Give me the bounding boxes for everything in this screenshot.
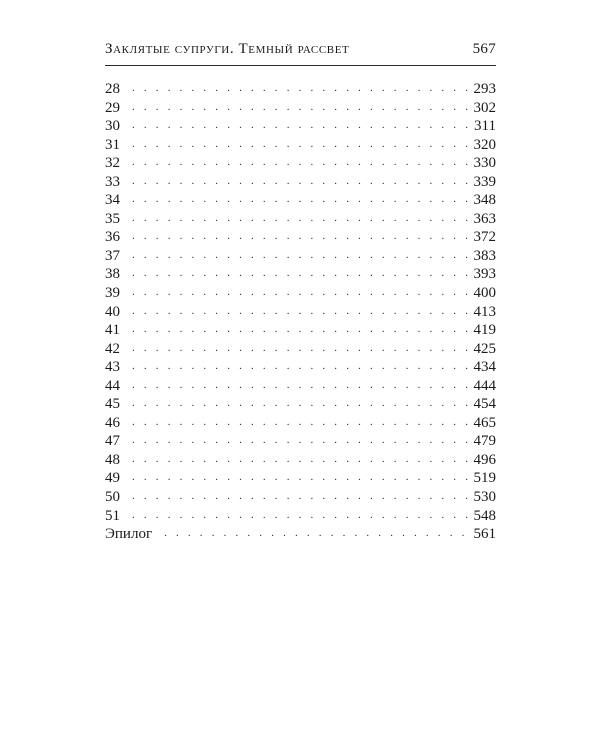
toc-entry-label: 50 (105, 489, 120, 506)
dot-leader (132, 450, 468, 469)
dot-leader (132, 283, 468, 302)
toc-entry-label: 42 (105, 340, 120, 357)
running-head (105, 41, 496, 63)
toc-entry-page: 530 (473, 489, 496, 506)
toc-entry[interactable] (105, 191, 496, 210)
dot-leader (132, 431, 468, 450)
toc-entry-page: 465 (473, 414, 496, 431)
dot-leader (132, 209, 468, 228)
dot-leader (132, 506, 468, 525)
table-of-contents (105, 80, 496, 544)
toc-entry-label: 49 (105, 470, 120, 487)
dot-leader (132, 264, 468, 283)
toc-entry-label: 46 (105, 414, 120, 431)
toc-entry[interactable] (105, 210, 496, 229)
toc-entry-label: 33 (105, 173, 120, 190)
dot-leader (132, 339, 468, 358)
toc-entry[interactable] (105, 321, 496, 340)
toc-entry[interactable] (105, 340, 496, 359)
toc-entry[interactable] (105, 136, 496, 155)
toc-entry-label: 28 (105, 81, 120, 97)
toc-entry[interactable] (105, 247, 496, 266)
toc-entry[interactable] (105, 154, 496, 173)
dot-leader (132, 394, 468, 413)
toc-entry-page: 293 (473, 81, 496, 97)
toc-entry[interactable] (105, 117, 496, 136)
toc-entry-page: 454 (473, 396, 496, 413)
toc-entry-label: 32 (105, 155, 120, 172)
toc-entry-label: 47 (105, 433, 120, 450)
toc-entry-label: 51 (105, 507, 120, 524)
toc-entry[interactable] (105, 99, 496, 118)
dot-leader (164, 524, 467, 543)
toc-entry-page: 400 (473, 285, 496, 302)
toc-entry[interactable] (105, 228, 496, 247)
toc-entry-label: 31 (105, 136, 120, 153)
toc-entry-page: 548 (473, 507, 496, 524)
toc-entry-page: 496 (473, 451, 496, 468)
dot-leader (132, 468, 468, 487)
toc-entry-page: 311 (474, 118, 496, 135)
dot-leader (132, 357, 468, 376)
toc-entry-label: 43 (105, 359, 120, 376)
toc-entry[interactable] (105, 284, 496, 303)
toc-entry-page: 479 (473, 433, 496, 450)
toc-entry-label: 48 (105, 451, 120, 468)
dot-leader (132, 172, 468, 191)
toc-entry-label: 34 (105, 192, 120, 209)
toc-entry[interactable] (105, 469, 496, 488)
toc-entry-label: 41 (105, 322, 120, 339)
toc-entry-page: 425 (473, 340, 496, 357)
dot-leader (132, 98, 468, 117)
dot-leader (132, 376, 468, 395)
toc-entry-label: 44 (105, 377, 120, 394)
dot-leader (132, 190, 468, 209)
header-rule (105, 65, 496, 66)
toc-entry[interactable] (105, 377, 496, 396)
toc-entry[interactable] (105, 507, 496, 526)
dot-leader (132, 116, 468, 135)
dot-leader (132, 487, 468, 506)
toc-entry-label: 40 (105, 303, 120, 320)
toc-entry-label: 45 (105, 396, 120, 413)
page-number: 567 (472, 41, 496, 57)
toc-entry-page: 363 (473, 210, 496, 227)
toc-entry-page: 413 (473, 303, 496, 320)
dot-leader (132, 302, 468, 321)
toc-entry-label: 29 (105, 99, 120, 116)
toc-entry-label: Эпилог (105, 526, 153, 543)
toc-entry-page: 339 (473, 173, 496, 190)
toc-entry-page: 372 (473, 229, 496, 246)
running-title: Заклятые супруги. Темный рассвет (105, 41, 350, 57)
toc-entry[interactable] (105, 414, 496, 433)
dot-leader (132, 413, 468, 432)
toc-entry-label: 38 (105, 266, 120, 283)
dot-leader (132, 227, 468, 246)
toc-entry-page: 348 (473, 192, 496, 209)
toc-entry-label: 39 (105, 285, 120, 302)
toc-entry-page: 330 (473, 155, 496, 172)
dot-leader (132, 153, 468, 172)
toc-entry[interactable] (105, 451, 496, 470)
dot-leader (132, 79, 468, 98)
toc-entry-page: 561 (473, 526, 496, 543)
toc-entry-page: 302 (473, 99, 496, 116)
toc-entry-page: 434 (473, 359, 496, 376)
toc-entry[interactable] (105, 80, 496, 99)
toc-entry-label: 36 (105, 229, 120, 246)
toc-entry[interactable] (105, 525, 496, 544)
toc-entry-page: 383 (473, 247, 496, 264)
toc-entry[interactable] (105, 395, 496, 414)
toc-entry-page: 519 (473, 470, 496, 487)
toc-entry-label: 30 (105, 118, 120, 135)
toc-entry-label: 37 (105, 247, 120, 264)
toc-entry[interactable] (105, 265, 496, 284)
toc-entry-page: 419 (473, 322, 496, 339)
toc-entry[interactable] (105, 173, 496, 192)
toc-entry-label: 35 (105, 210, 120, 227)
toc-entry[interactable] (105, 303, 496, 322)
toc-entry-page: 320 (473, 136, 496, 153)
toc-entry[interactable] (105, 488, 496, 507)
dot-leader (132, 246, 468, 265)
toc-entry[interactable] (105, 432, 496, 451)
toc-entry-page: 393 (473, 266, 496, 283)
dot-leader (132, 135, 468, 154)
toc-entry[interactable] (105, 358, 496, 377)
toc-entry-page: 444 (473, 377, 496, 394)
dot-leader (132, 320, 468, 339)
